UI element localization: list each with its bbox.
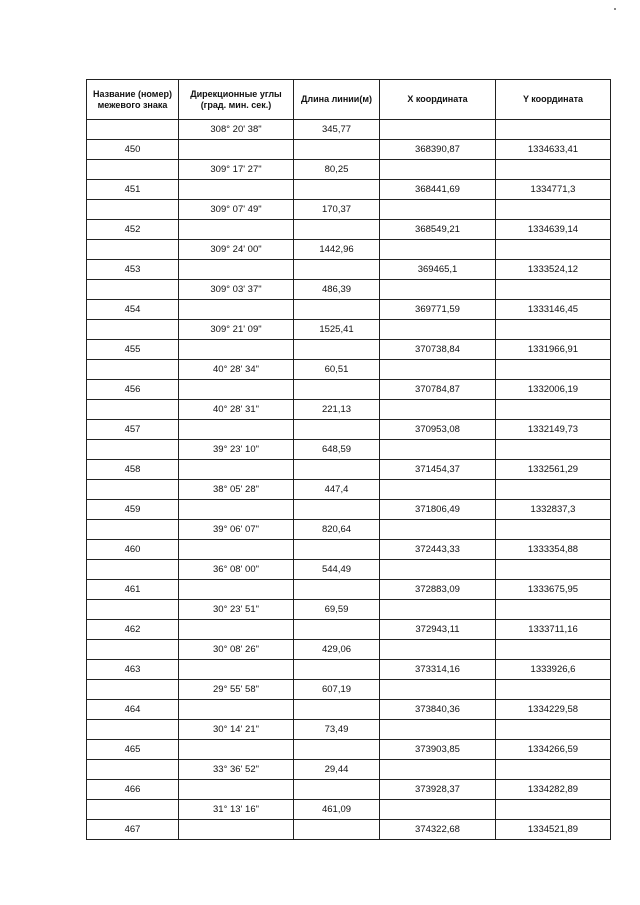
direction-angle-cell (179, 700, 294, 720)
table-row (87, 660, 611, 680)
y-coordinate-cell: 1332006,19 (496, 380, 611, 400)
x-coordinate-cell: 371454,37 (380, 460, 496, 480)
table-row (87, 580, 611, 600)
x-coordinate-cell: 368441,69 (380, 180, 496, 200)
line-length-cell: 60,51 (294, 360, 380, 380)
direction-angle-cell: 309° 21' 09" (179, 320, 294, 340)
table-body (87, 120, 611, 840)
y-coordinate-cell (496, 800, 611, 820)
x-coordinate-cell: 373314,16 (380, 660, 496, 680)
x-coordinate-cell (380, 200, 496, 220)
direction-angle-cell (179, 380, 294, 400)
x-coordinate-cell: 372943,11 (380, 620, 496, 640)
table-row (87, 740, 611, 760)
marker-name-cell: 459 (87, 500, 179, 520)
y-coordinate-cell (496, 600, 611, 620)
y-coordinate-cell: 1334771,3 (496, 180, 611, 200)
x-coordinate-cell: 368390,87 (380, 140, 496, 160)
marker-name-cell: 462 (87, 620, 179, 640)
direction-angle-cell (179, 540, 294, 560)
direction-angle-cell (179, 140, 294, 160)
x-coordinate-cell: 372443,33 (380, 540, 496, 560)
direction-angle-cell (179, 780, 294, 800)
x-coordinate-cell (380, 560, 496, 580)
x-coordinate-cell: 370953,08 (380, 420, 496, 440)
direction-angle-cell: 39° 06' 07" (179, 520, 294, 540)
x-coordinate-cell (380, 240, 496, 260)
x-coordinate-cell: 369465,1 (380, 260, 496, 280)
table-row (87, 360, 611, 380)
table-row (87, 480, 611, 500)
table-row (87, 760, 611, 780)
header-direction-angle: Дирекционные углы (град. мин. сек.) (179, 80, 294, 120)
direction-angle-cell (179, 460, 294, 480)
table-row (87, 500, 611, 520)
y-coordinate-cell (496, 440, 611, 460)
table-header-row (87, 80, 611, 120)
y-coordinate-cell: 1334521,89 (496, 820, 611, 840)
marker-name-cell: 457 (87, 420, 179, 440)
x-coordinate-cell: 370784,87 (380, 380, 496, 400)
line-length-cell: 486,39 (294, 280, 380, 300)
x-coordinate-cell: 370738,84 (380, 340, 496, 360)
x-coordinate-cell (380, 160, 496, 180)
direction-angle-cell (179, 420, 294, 440)
marker-name-cell: 452 (87, 220, 179, 240)
marker-name-cell (87, 120, 179, 140)
table-row (87, 420, 611, 440)
marker-name-cell (87, 680, 179, 700)
direction-angle-cell: 31° 13' 16" (179, 800, 294, 820)
line-length-cell: 170,37 (294, 200, 380, 220)
x-coordinate-cell (380, 600, 496, 620)
line-length-cell (294, 140, 380, 160)
x-coordinate-cell: 373928,37 (380, 780, 496, 800)
table-row (87, 600, 611, 620)
table-row (87, 260, 611, 280)
x-coordinate-cell (380, 440, 496, 460)
marker-name-cell: 451 (87, 180, 179, 200)
direction-angle-cell (179, 500, 294, 520)
y-coordinate-cell: 1333146,45 (496, 300, 611, 320)
line-length-cell: 69,59 (294, 600, 380, 620)
direction-angle-cell: 38° 05' 28" (179, 480, 294, 500)
line-length-cell (294, 660, 380, 680)
marker-name-cell: 450 (87, 140, 179, 160)
direction-angle-cell (179, 220, 294, 240)
y-coordinate-cell (496, 720, 611, 740)
table-row (87, 700, 611, 720)
x-coordinate-cell (380, 280, 496, 300)
y-coordinate-cell: 1332837,3 (496, 500, 611, 520)
table-row (87, 320, 611, 340)
direction-angle-cell: 36° 08' 00" (179, 560, 294, 580)
y-coordinate-cell: 1333926,6 (496, 660, 611, 680)
x-coordinate-cell (380, 360, 496, 380)
direction-angle-cell: 29° 55' 58" (179, 680, 294, 700)
line-length-cell: 461,09 (294, 800, 380, 820)
line-length-cell (294, 340, 380, 360)
x-coordinate-cell: 368549,21 (380, 220, 496, 240)
marker-name-cell (87, 400, 179, 420)
table-row (87, 180, 611, 200)
x-coordinate-cell (380, 320, 496, 340)
y-coordinate-cell: 1332561,29 (496, 460, 611, 480)
line-length-cell (294, 460, 380, 480)
marker-name-cell (87, 720, 179, 740)
table-row (87, 200, 611, 220)
marker-name-cell: 460 (87, 540, 179, 560)
marker-name-cell (87, 600, 179, 620)
table-row (87, 380, 611, 400)
direction-angle-cell: 30° 23' 51" (179, 600, 294, 620)
line-length-cell (294, 820, 380, 840)
marker-name-cell (87, 760, 179, 780)
table-row (87, 680, 611, 700)
line-length-cell (294, 580, 380, 600)
line-length-cell: 80,25 (294, 160, 380, 180)
table-row (87, 300, 611, 320)
y-coordinate-cell: 1334633,41 (496, 140, 611, 160)
y-coordinate-cell: 1333711,16 (496, 620, 611, 640)
y-coordinate-cell (496, 480, 611, 500)
x-coordinate-cell (380, 680, 496, 700)
direction-angle-cell (179, 620, 294, 640)
line-length-cell (294, 500, 380, 520)
table-row (87, 780, 611, 800)
line-length-cell (294, 420, 380, 440)
table-row (87, 120, 611, 140)
y-coordinate-cell (496, 320, 611, 340)
scan-dot (614, 8, 616, 10)
x-coordinate-cell (380, 400, 496, 420)
table-row (87, 560, 611, 580)
y-coordinate-cell (496, 240, 611, 260)
x-coordinate-cell (380, 760, 496, 780)
x-coordinate-cell: 373903,85 (380, 740, 496, 760)
line-length-cell (294, 740, 380, 760)
table-row (87, 620, 611, 640)
direction-angle-cell: 30° 14' 21" (179, 720, 294, 740)
boundary-coordinates-table (86, 79, 611, 840)
table-row (87, 440, 611, 460)
y-coordinate-cell (496, 120, 611, 140)
marker-name-cell: 467 (87, 820, 179, 840)
direction-angle-cell (179, 180, 294, 200)
marker-name-cell (87, 520, 179, 540)
line-length-cell (294, 260, 380, 280)
direction-angle-cell: 308° 20' 38" (179, 120, 294, 140)
y-coordinate-cell: 1334639,14 (496, 220, 611, 240)
marker-name-cell (87, 360, 179, 380)
x-coordinate-cell (380, 520, 496, 540)
direction-angle-cell: 40° 28' 31" (179, 400, 294, 420)
marker-name-cell (87, 280, 179, 300)
line-length-cell: 1442,96 (294, 240, 380, 260)
x-coordinate-cell: 369771,59 (380, 300, 496, 320)
y-coordinate-cell (496, 200, 611, 220)
direction-angle-cell (179, 660, 294, 680)
marker-name-cell: 456 (87, 380, 179, 400)
x-coordinate-cell: 372883,09 (380, 580, 496, 600)
x-coordinate-cell (380, 800, 496, 820)
table-row (87, 820, 611, 840)
y-coordinate-cell: 1334266,59 (496, 740, 611, 760)
marker-name-cell: 466 (87, 780, 179, 800)
marker-name-cell (87, 200, 179, 220)
marker-name-cell (87, 240, 179, 260)
direction-angle-cell (179, 340, 294, 360)
marker-name-cell: 461 (87, 580, 179, 600)
y-coordinate-cell (496, 680, 611, 700)
x-coordinate-cell (380, 480, 496, 500)
line-length-cell: 447,4 (294, 480, 380, 500)
line-length-cell (294, 540, 380, 560)
y-coordinate-cell (496, 560, 611, 580)
y-coordinate-cell (496, 400, 611, 420)
line-length-cell: 820,64 (294, 520, 380, 540)
y-coordinate-cell (496, 520, 611, 540)
table-row (87, 460, 611, 480)
marker-name-cell: 455 (87, 340, 179, 360)
y-coordinate-cell: 1333675,95 (496, 580, 611, 600)
table-row (87, 140, 611, 160)
line-length-cell (294, 620, 380, 640)
marker-name-cell: 465 (87, 740, 179, 760)
marker-name-cell (87, 320, 179, 340)
line-length-cell: 648,59 (294, 440, 380, 460)
marker-name-cell (87, 800, 179, 820)
line-length-cell: 221,13 (294, 400, 380, 420)
direction-angle-cell: 33° 36' 52" (179, 760, 294, 780)
line-length-cell: 544,49 (294, 560, 380, 580)
boundary-coordinates-table-container (86, 79, 610, 840)
line-length-cell: 345,77 (294, 120, 380, 140)
marker-name-cell: 463 (87, 660, 179, 680)
marker-name-cell: 458 (87, 460, 179, 480)
y-coordinate-cell: 1331966,91 (496, 340, 611, 360)
line-length-cell: 73,49 (294, 720, 380, 740)
direction-angle-cell: 309° 17' 27" (179, 160, 294, 180)
line-length-cell: 1525,41 (294, 320, 380, 340)
line-length-cell (294, 700, 380, 720)
header-y-coordinate: Y координата (496, 80, 611, 120)
direction-angle-cell: 309° 07' 49" (179, 200, 294, 220)
header-marker-name: Название (номер) межевого знака (87, 80, 179, 120)
marker-name-cell (87, 560, 179, 580)
x-coordinate-cell: 374322,68 (380, 820, 496, 840)
marker-name-cell: 454 (87, 300, 179, 320)
marker-name-cell: 464 (87, 700, 179, 720)
direction-angle-cell (179, 820, 294, 840)
direction-angle-cell (179, 260, 294, 280)
table-row (87, 280, 611, 300)
direction-angle-cell: 30° 08' 26" (179, 640, 294, 660)
marker-name-cell (87, 480, 179, 500)
line-length-cell: 429,06 (294, 640, 380, 660)
direction-angle-cell: 309° 03' 37" (179, 280, 294, 300)
y-coordinate-cell: 1334282,89 (496, 780, 611, 800)
x-coordinate-cell: 371806,49 (380, 500, 496, 520)
line-length-cell (294, 180, 380, 200)
direction-angle-cell: 40° 28' 34" (179, 360, 294, 380)
line-length-cell: 29,44 (294, 760, 380, 780)
table-row (87, 240, 611, 260)
line-length-cell: 607,19 (294, 680, 380, 700)
marker-name-cell: 453 (87, 260, 179, 280)
marker-name-cell (87, 440, 179, 460)
table-row (87, 520, 611, 540)
direction-angle-cell: 39° 23' 10" (179, 440, 294, 460)
y-coordinate-cell (496, 280, 611, 300)
table-row (87, 400, 611, 420)
marker-name-cell (87, 640, 179, 660)
direction-angle-cell (179, 740, 294, 760)
line-length-cell (294, 300, 380, 320)
line-length-cell (294, 220, 380, 240)
direction-angle-cell (179, 300, 294, 320)
header-line-length: Длина линии(м) (294, 80, 380, 120)
table-row (87, 220, 611, 240)
marker-name-cell (87, 160, 179, 180)
y-coordinate-cell: 1333354,88 (496, 540, 611, 560)
y-coordinate-cell (496, 360, 611, 380)
table-row (87, 160, 611, 180)
y-coordinate-cell: 1332149,73 (496, 420, 611, 440)
table-row (87, 720, 611, 740)
table-row (87, 340, 611, 360)
y-coordinate-cell: 1333524,12 (496, 260, 611, 280)
line-length-cell (294, 380, 380, 400)
y-coordinate-cell (496, 160, 611, 180)
y-coordinate-cell (496, 640, 611, 660)
x-coordinate-cell: 373840,36 (380, 700, 496, 720)
line-length-cell (294, 780, 380, 800)
table-row (87, 640, 611, 660)
x-coordinate-cell (380, 640, 496, 660)
x-coordinate-cell (380, 720, 496, 740)
y-coordinate-cell: 1334229,58 (496, 700, 611, 720)
table-row (87, 800, 611, 820)
x-coordinate-cell (380, 120, 496, 140)
direction-angle-cell: 309° 24' 00" (179, 240, 294, 260)
table-row (87, 540, 611, 560)
y-coordinate-cell (496, 760, 611, 780)
header-x-coordinate: Х координата (380, 80, 496, 120)
direction-angle-cell (179, 580, 294, 600)
